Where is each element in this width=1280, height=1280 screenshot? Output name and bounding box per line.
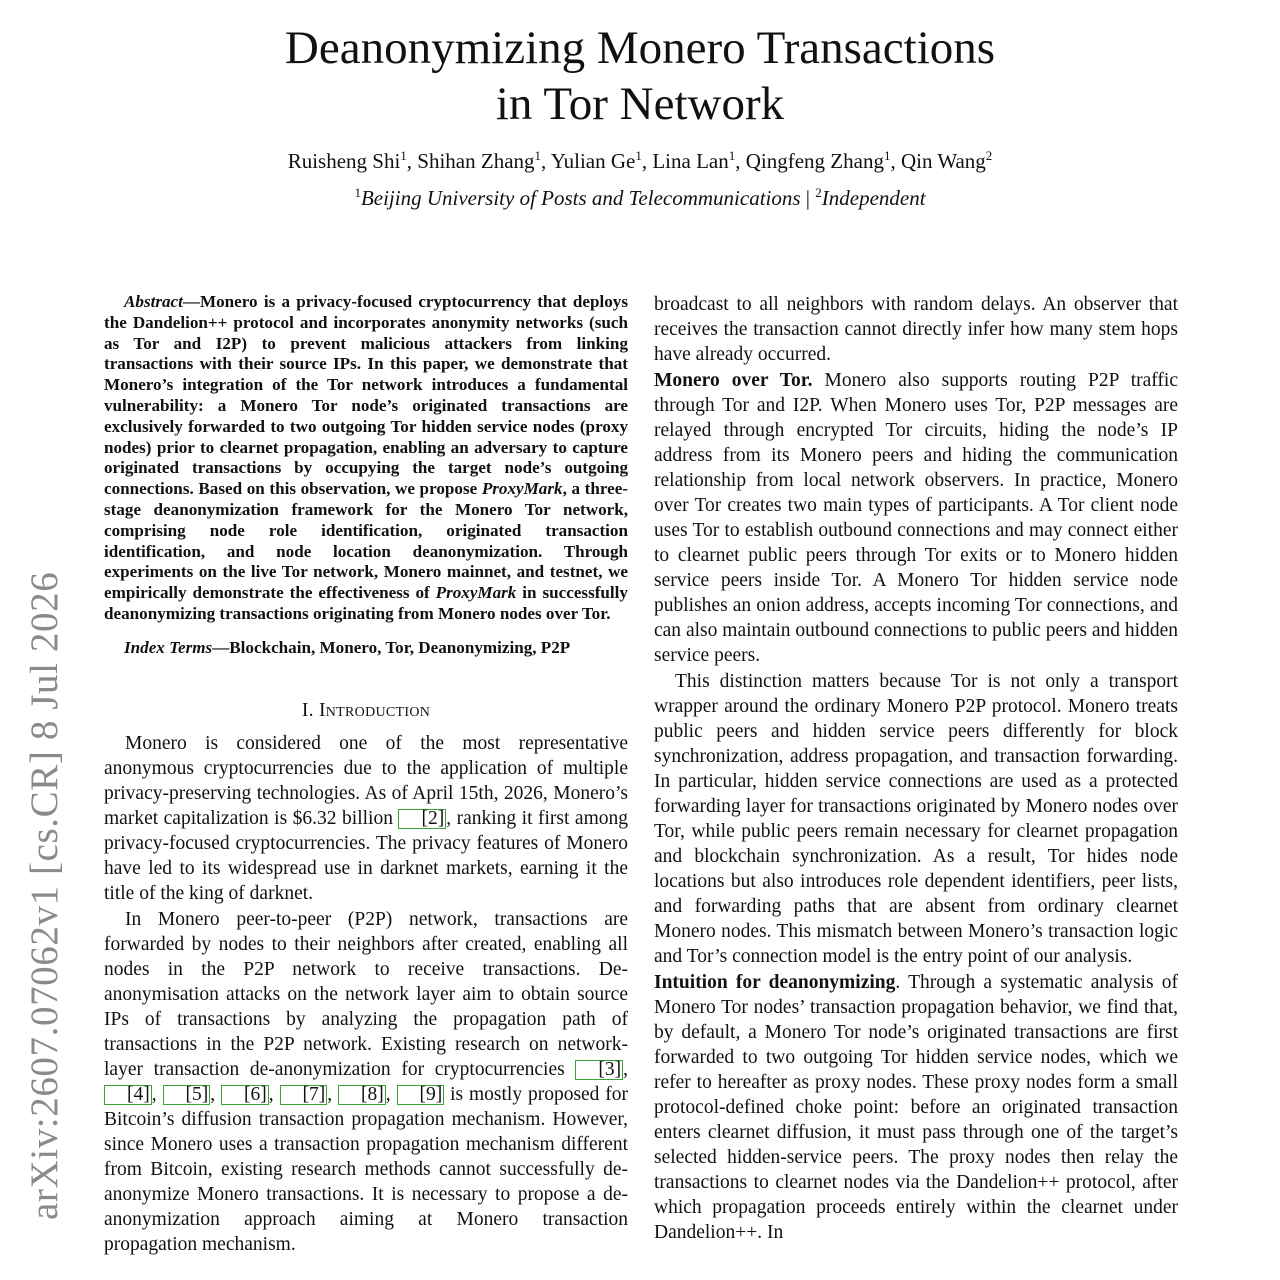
author-name: Ruisheng Shi	[287, 149, 401, 173]
continued-paragraph: broadcast to all neighbors with random delays. An observer that receives the transaction cannot directly infer how many stem hops have already occurred.	[654, 294, 1178, 365]
section-title: Introduction	[318, 699, 431, 721]
paragraph-text: . Through a systematic analysis of Monero Tor nodes’ transaction propagation behavior, we find that, by default, a Monero Tor node’s originated transactions are first forwarded to two outgoing Tor hidden service nodes, which we refer to hereafter as proxy nodes. These proxy nodes form a small protocol-defined choke point: before an originated transaction enters clearnet diffusion, it must pass through one of the target’s selected hidden-service peers. The proxy nodes then relay the transactions to clearnet nodes via the Dandelion++ protocol, after which propagation proceeds entirely within the clearnet under Dandelion++. In	[654, 972, 1178, 1243]
abstract-text-1: Monero is a privacy-focused cryptocurrency that deploys the Dandelion++ protocol and incorporates anonymity networks (such as Tor and I2P) to prevent malicious attackers from linking transactions with their source IPs. In this paper, we demonstrate that Monero’s integration of the Tor network introduces a fundamental vulnerability: a Monero Tor node’s originated transactions are exclusively forwarded to two outgoing Tor hidden service nodes (proxy nodes) prior to clearnet propagation, enabling an adversary to capture originated transactions by occupying the target node’s outgoing connections. Based on this observation, we propose	[104, 292, 628, 499]
abstract	[104, 292, 628, 625]
author-name: Lina Lan	[652, 149, 729, 173]
title-line-2: in Tor Network	[495, 78, 785, 130]
paragraph-distinction: This distinction matters because Tor is not only a transport wrapper around the ordinary Monero P2P protocol. Monero treats public peers and hidden service peers differently for block synchronization, address propagation, and transaction forwarding. In particular, hidden service connections are used as a protected forwarding layer for transactions originated by Monero nodes over Tor, while public peers remain necessary for clearnet propagation and blockchain synchronization. As a result, Tor hides node locations but also introduces role dependent identifiers, peer lists, and forwarding paths that are absent from ordinary clearnet Monero nodes. This mismatch between Monero’s transaction logic and Tor’s connection model is the entry point of our analysis.	[654, 671, 1178, 967]
title-line-1: Deanonymizing Monero Transactions	[284, 22, 996, 74]
author-affiliation-marker: 1	[534, 148, 542, 163]
affiliation-2: Independent	[821, 186, 926, 210]
author-affiliation-marker: 2	[985, 148, 993, 163]
paragraph-heading-monero-over-tor: Monero over Tor.	[654, 370, 813, 391]
paper-title	[0, 20, 1280, 132]
author-affiliation-marker: 1	[728, 148, 736, 163]
author-name: Yulian Ge	[550, 149, 636, 173]
section-number: I.	[301, 699, 319, 721]
left-column	[104, 292, 628, 1257]
citation-link[interactable]: [8]	[338, 1085, 386, 1105]
paragraph-heading-intuition: Intuition for deanonymizing	[654, 972, 896, 993]
abstract-dash: —	[182, 292, 200, 311]
author-affiliation-marker: 1	[883, 148, 891, 163]
affiliation-marker-2: 2	[815, 185, 822, 200]
author-list: Ruisheng Shi$^1$, Shihan Zhang$^1$, Yulian Ge$^1$, Lina Lan$^1$, Qingfeng Zhang$^1$, Qin Wang$^2$	[287, 148, 993, 173]
index-terms-label: Index Terms	[124, 637, 213, 657]
intro-p1-text-b: , ranking it first among privacy-focused cryptocurrencies. The privacy features of Monero have led to its widespread use in darknet markets, earning it the title of the king of darknet.	[104, 807, 628, 904]
proxymark-term: ProxyMark	[481, 479, 563, 499]
right-column	[654, 292, 1178, 1245]
paragraph-monero-over-tor	[654, 368, 1178, 668]
author-name: Qin Wang	[900, 149, 986, 173]
intro-p1-text-a: Monero is considered one of the most representative anonymous cryptocurrencies due to the application of multiple privacy-preserving technologies. As of April 15th, 2026, Monero’s market capitalization is $6.32 billion	[104, 732, 628, 829]
intro-p2-text-a: In Monero peer-to-peer (P2P) network, transactions are forwarded by nodes to their neighbors after created, enabling all nodes in the P2P network to receive transactions. De-anonymisation attacks on the network layer aim to obtain source IPs of transactions by analyzing the propagation path of transactions in the P2P network. Existing research on network-layer transaction de-anonymization for cryptocurrencies	[104, 908, 628, 1080]
section-heading-introduction	[104, 698, 628, 723]
intro-paragraph-1	[104, 731, 628, 906]
citation-link[interactable]: [4]	[104, 1085, 152, 1105]
arxiv-identifier-stamp: arXiv:2607.07062v1 [cs.CR] 8 Jul 2026	[23, 571, 66, 1220]
paragraph-intuition	[654, 970, 1178, 1245]
citation-link[interactable]: [2]	[398, 809, 446, 829]
abstract-text-2: , a three-stage deanonymization framework for the Monero Tor network, comprising node role identification, originated transaction identification, and node location deanonymization. Through experiments on the live Tor network, Monero mainnet, and testnet, we empirically demonstrate the effectiveness of	[104, 479, 628, 603]
abstract-label: Abstract	[124, 292, 183, 311]
affiliations	[0, 185, 1280, 211]
intro-p2-text-b: is mostly proposed for Bitcoin’s diffusion transaction propagation mechanism. However, since Monero uses a transaction propagation mechanism different from Bitcoin, existing research methods cannot successfully de-anonymize Monero transactions. It is necessary to propose a de-anonymization approach aiming at Monero transaction propagation mechanism.	[104, 1083, 629, 1255]
citation-link[interactable]: [7]	[280, 1085, 328, 1105]
paragraph-text: Monero also supports routing P2P traffic through Tor and I2P. When Monero uses Tor, P2P messages are relayed through encrypted Tor circuits, hiding the node’s IP address from its Monero peers and hiding the communication relationship from local network observers. In practice, Monero over Tor creates two main types of participants. A Tor client node uses Tor to establish outbound connections and may connect either to clearnet public peers through Tor exits or to Monero hidden service peers inside Tor. A Monero Tor hidden service node publishes an onion address, accepts incoming Tor connections, and can also maintain outbound connections to public peers and hidden service peers.	[654, 370, 1178, 666]
author-name: Shihan Zhang	[417, 149, 535, 173]
index-terms	[104, 637, 628, 658]
affiliation-1: Beijing University of Posts and Telecommunications	[360, 186, 801, 210]
author-affiliation-marker: 1	[400, 148, 407, 163]
citation-link[interactable]: [6]	[221, 1085, 269, 1105]
abstract-text-3: in successfully deanonymizing transactions originating from Monero nodes over Tor.	[104, 583, 628, 623]
index-terms-dash: —	[212, 637, 230, 657]
affiliation-marker-1: 1	[354, 185, 361, 200]
citation-link[interactable]: [9]	[397, 1085, 445, 1105]
index-terms-text: Blockchain, Monero, Tor, Deanonymizing, P2P	[229, 637, 571, 657]
citation-link[interactable]: [5]	[163, 1085, 211, 1105]
author-name: Qingfeng Zhang	[745, 149, 884, 173]
author-affiliation-marker: 1	[635, 148, 642, 163]
proxymark-term: ProxyMark	[435, 583, 517, 603]
intro-paragraph-2: In Monero peer-to-peer (P2P) network, transactions are forwarded by nodes to their neighbors after created, enabling all nodes in the P2P network to receive transactions. De-anonymisation attacks on the network layer aim to obtain source IPs of transactions by analyzing the propagation path of transactions in the P2P network. Existing research on network-layer transaction de-anonymization for cryptocurrencies [3] , [4] , [5] , [6] , [7] , [8] , [9] is mostly proposed for Bitcoin’s diffusion transaction propagation mechanism. However, since Monero uses a transaction propagation mechanism different from Bitcoin, existing research methods cannot successfully de-anonymize Monero transactions. It is necessary to propose a de-anonymization approach aiming at Monero transaction propagation mechanism.	[104, 908, 629, 1255]
affiliation-separator: |	[800, 186, 816, 210]
citation-link[interactable]: [3]	[575, 1060, 623, 1080]
